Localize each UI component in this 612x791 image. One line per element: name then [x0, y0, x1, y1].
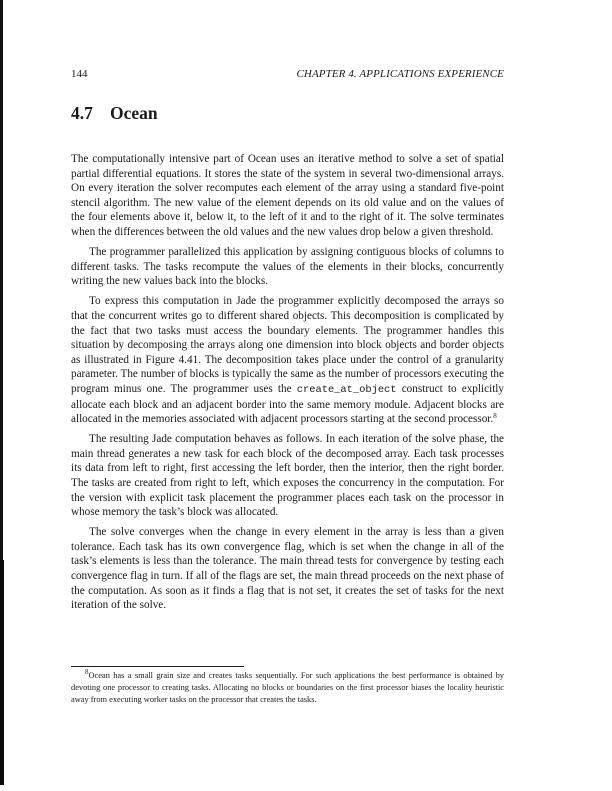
footnote-marker: 8 — [85, 668, 89, 676]
footnote — [71, 670, 504, 707]
section-heading — [71, 102, 158, 124]
paragraph: The resulting Jade computation behaves as follows. In each iteration of the solve phase, the main thread generates a new task for each block of the decomposed array. Each task processes its data from left to right, first accessing the left border, then the interior, then the right border. The tasks are created from right to left, which exposes the concurrency in the computation. For the version with explicit task placement the programmer places each task on the processor in whose memory the task’s block was allocated. — [71, 433, 504, 519]
code-identifier: create_at_object — [296, 383, 397, 396]
footnote-divider — [71, 666, 244, 667]
footnote-reference[interactable]: 8 — [493, 412, 497, 421]
paragraph: The programmer parallelized this application by assigning contiguous blocks of columns to different tasks. The tasks recompute the values of the elements in their blocks, concurrently writing the new values back into the blocks. — [71, 246, 504, 288]
paragraph-text: construct to explicitly allocate each block and an adjacent border into the same memory module. Adjacent blocks are allocated in the memories associated with adjacent processors starting at the second processor. — [71, 382, 504, 426]
paragraph-text: To express this computation in Jade the programmer explicitly decomposed the arrays so that the concurrent writes go to different shared objects. This decomposition is complicated by the fact that two tasks must access the boundary elements. The programmer handles this situation by decomposing the arrays along one dimension into block objects and border objects as illustrated in Figure 4.41. The decomposition takes place under the control of a granularity parameter. The number of blocks is typically the same as the number of processors executing the program minus one. The programmer uses the — [71, 295, 504, 395]
body-text — [71, 152, 504, 618]
section-number: 4.7 — [71, 103, 93, 123]
paragraph — [71, 294, 504, 426]
paragraph: The solve converges when the change in every element in the array is less than a given tolerance. Each task has its own convergence flag, which is set when the change in all of the task’s elements is less than the tolerance. The main thread tests for convergence by testing each convergence flag in turn. If all of the flags are set, the main thread proceeds on the next phase of the computation. As soon as it finds a flag that is not set, it creates the set of tasks for the next iteration of the solve. — [71, 526, 504, 612]
footnote-text: Ocean has a small grain size and creates tasks sequentially. For such applications the best performance is obtained by devoting one processor to creating tasks. Allocating no blocks or boundaries on the first processor biases the locality heuristic away from executing worker tasks on the processor that creates the tasks. — [71, 671, 504, 705]
footnotes — [71, 670, 504, 707]
chapter-title: CHAPTER 4. APPLICATIONS EXPERIENCE — [296, 68, 504, 80]
page-number: 144 — [71, 68, 88, 80]
scan-edge-artifact-bottom — [0, 560, 4, 785]
section-title: Ocean — [110, 103, 158, 123]
paragraph: The computationally intensive part of Ocean uses an iterative method to solve a set of spatial partial differential equations. It stores the state of the system in several two-dimensional arrays. On every iteration the solver recomputes each element of the array using a standard five-point stencil algorithm. The new value of the element depends on its old value and on the values of the four elements above it, below it, to the left of it and to the right of it. The solve terminates when the differences between the old values and the new values drop below a given threshold. — [71, 153, 504, 238]
